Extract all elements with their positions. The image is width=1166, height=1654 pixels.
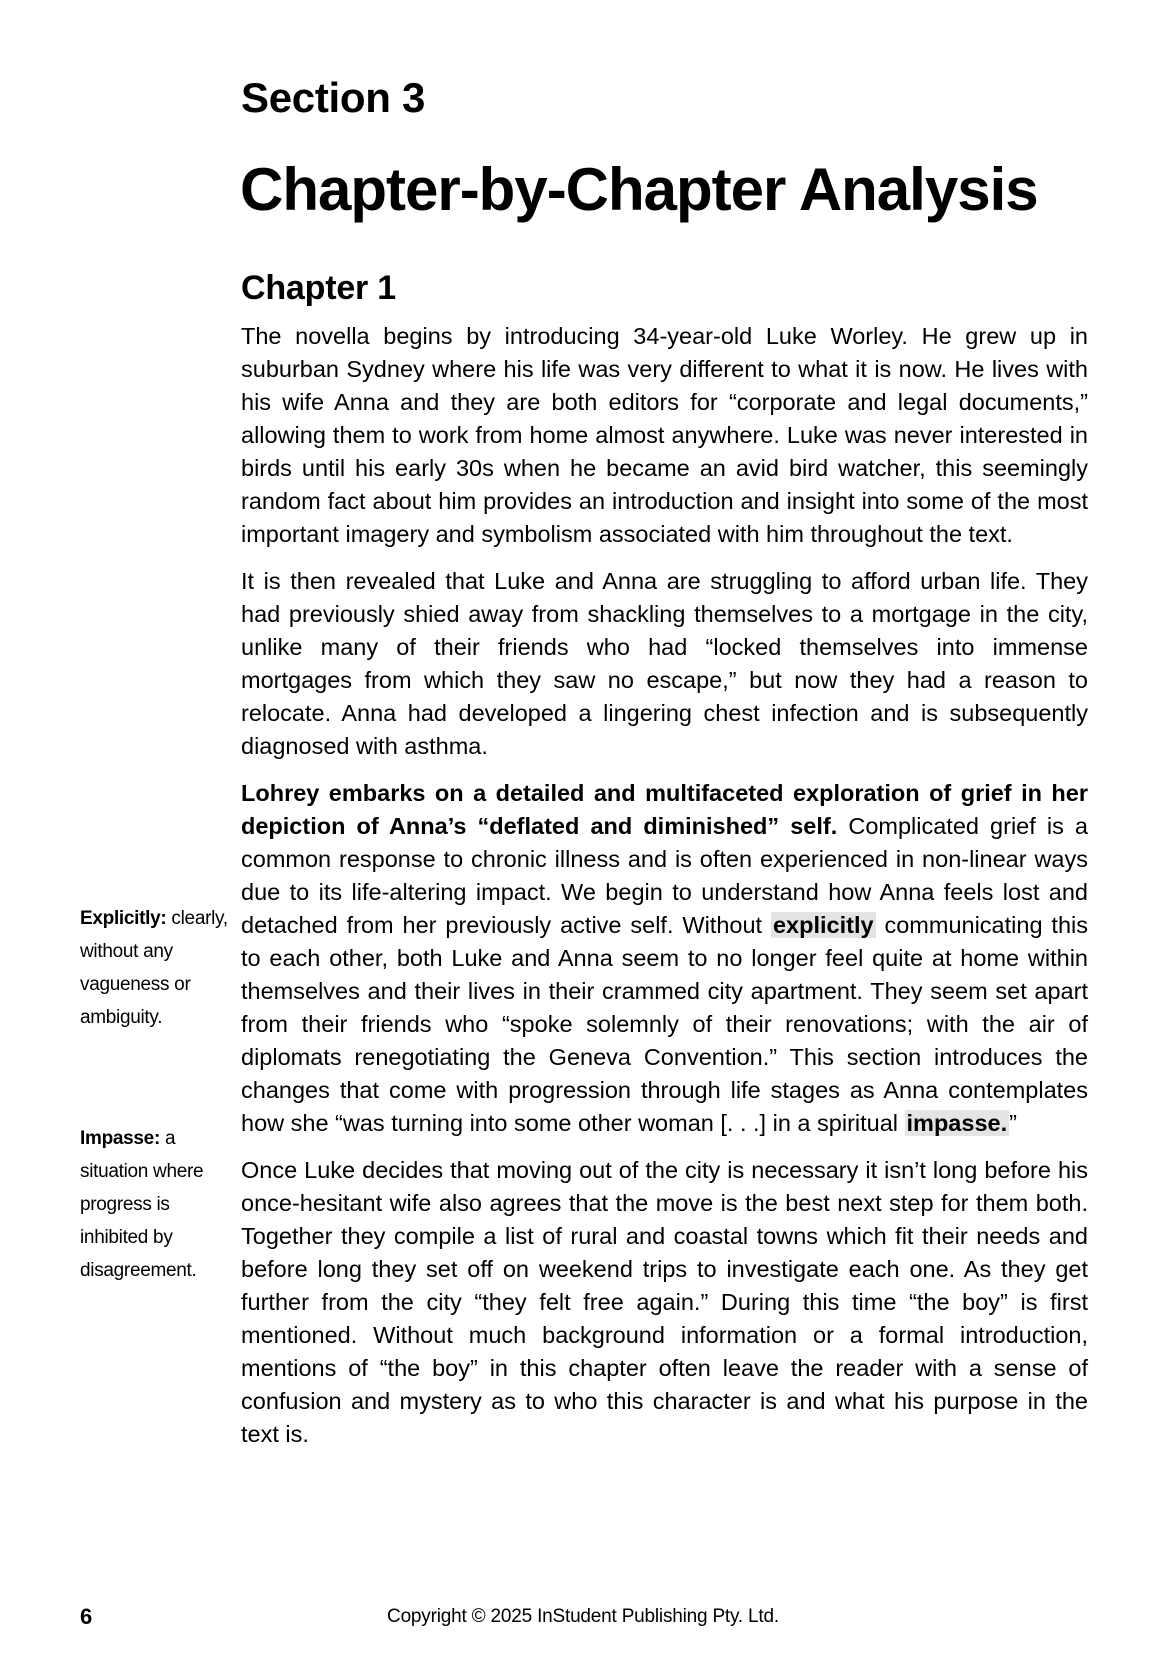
glossary-definition: clearly, without any vagueness or ambiguity. xyxy=(80,908,228,1028)
body-text xyxy=(241,320,1088,1465)
section-label: Section 3 xyxy=(241,74,426,121)
paragraph-3-thesis: Lohrey embarks on a detailed and multifaceted exploration of grief in her depiction of Anna’s “deflated and diminished” self. xyxy=(241,780,1088,839)
paragraph-3-text-b: communicating this to each other, both Luke and Anna seem to no longer feel quite at home within themselves and their lives in their crammed city apartment. They seem set apart from their friends who “spoke solemnly of their renovations; with the air of diplomats renegotiating the Geneva Convention.” This section introduces the changes that come with progression through life stages as Anna contemplates how she “was turning into some other woman [. . .] in a spiritual xyxy=(241,912,1088,1136)
glossary-term: Impasse: xyxy=(80,1128,160,1149)
paragraph-4: Once Luke decides that moving out of the city is necessary it isn’t long before his once-hesitant wife also agrees that the move is the best next step for them both. Together they compile a list of rural and coastal towns which fit their needs and before long they set off on weekend trips to investigate each one. As they get further from the city “they felt free again.” During this time “the boy” is first mentioned. Without much background information or a formal introduction, mentions of “the boy” in this chapter often leave the reader with a sense of confusion and mystery as to who this character is and what his purpose in the text is. xyxy=(241,1157,1088,1447)
paragraph-3-text-c: ” xyxy=(1009,1110,1017,1136)
page-title: Chapter-by-Chapter Analysis xyxy=(240,156,1038,223)
glossary-term: Explicitly: xyxy=(80,908,167,929)
glossary-note-explicitly xyxy=(80,902,230,1034)
paragraph-1: The novella begins by introducing 34-year-old Luke Worley. He grew up in suburban Sydney where his life was very different to what it is now. He lives with his wife Anna and they are both editors for “corporate and legal documents,” allowing them to work from home almost anywhere. Luke was never interested in birds until his early 30s when he became an avid bird watcher, this seemingly random fact about him provides an introduction and insight into some of the most important imagery and symbolism associated with him throughout the text. xyxy=(241,323,1088,547)
chapter-heading: Chapter 1 xyxy=(241,269,397,307)
paragraph-3-text-a: Complicated grief is a common response to chronic illness and is often experienced in non-linear ways due to its life-altering impact. We begin to understand how Anna feels lost and detached from her previously active self. Without xyxy=(241,813,1088,938)
highlighted-term-impasse: impasse. xyxy=(906,1110,1008,1136)
paragraph-2: It is then revealed that Luke and Anna are struggling to afford urban life. They had previously shied away from shackling themselves to a mortgage in the city, unlike many of their friends who had “locked themselves into immense mortgages from which they saw no escape,” but now they had a reason to relocate. Anna had developed a lingering chest infection and is subsequently diagnosed with asthma. xyxy=(241,568,1088,759)
page-number: 6 xyxy=(80,1604,93,1629)
highlighted-term-explicitly: explicitly xyxy=(772,912,874,938)
copyright-notice: Copyright © 2025 InStudent Publishing Pty. Ltd. xyxy=(387,1606,779,1627)
glossary-note-impasse xyxy=(80,1122,230,1287)
glossary-definition: a situation where progress is inhibited by disagreement. xyxy=(80,1128,204,1281)
paragraph-3 xyxy=(241,777,1088,1140)
